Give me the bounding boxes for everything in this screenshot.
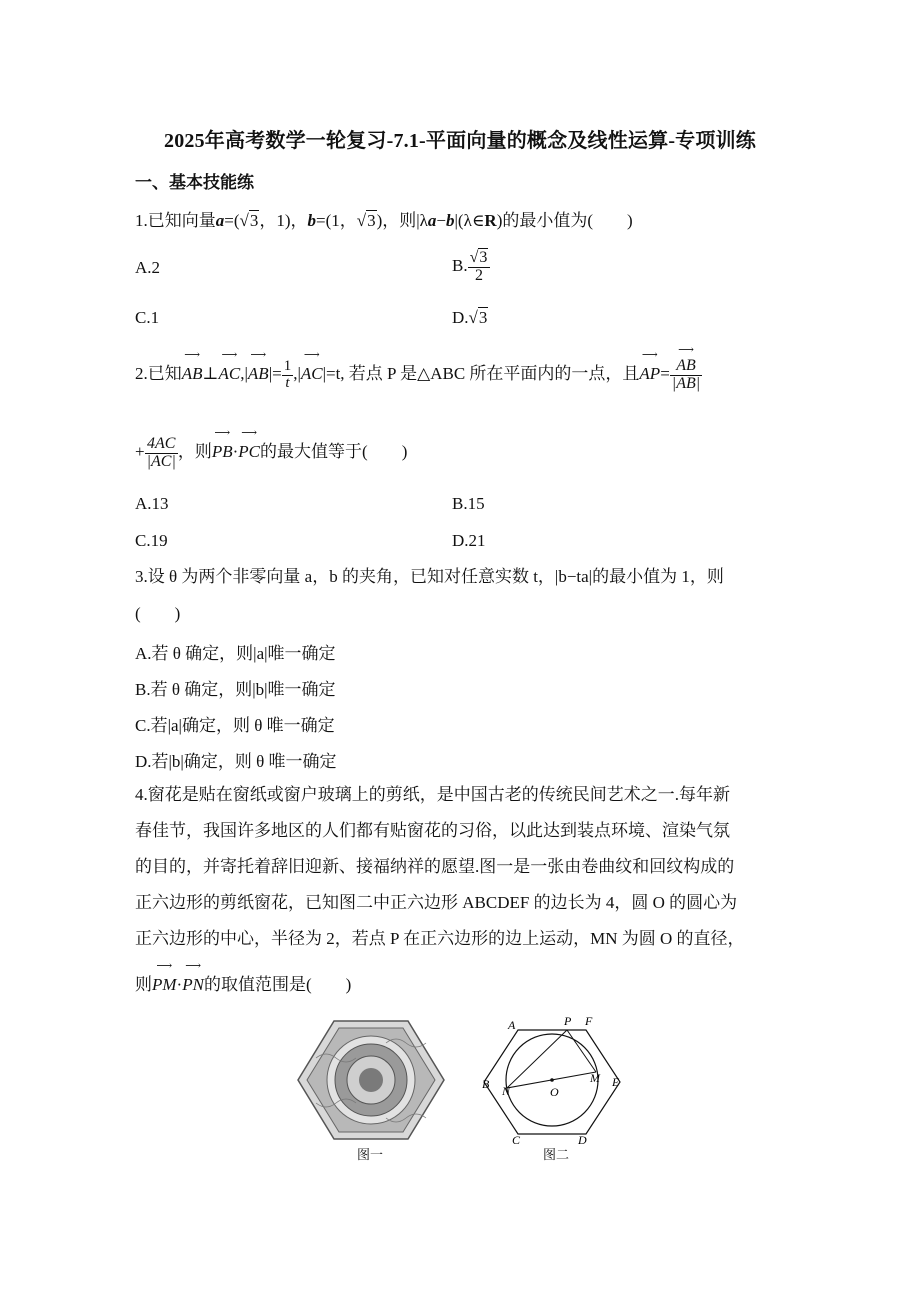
figure-2-caption: 图二 [543, 1147, 570, 1162]
question-3-option-a: A.若 θ 确定，则|a|唯一确定 [135, 644, 336, 663]
question-3-option-d: D.若|b|确定，则 θ 唯一确定 [135, 752, 337, 771]
label-f: F [585, 1014, 593, 1028]
question-2-option-b: B.15 [452, 494, 485, 513]
question-1-option-d: D.√3 [452, 308, 488, 327]
label-a: A [508, 1018, 516, 1032]
question-1-option-b: B. $\frac{√3}{2}$ [452, 250, 490, 285]
page-title: 2025年高考数学一轮复习-7.1-平面向量的概念及线性运算-专项训练 [164, 130, 756, 152]
question-2-option-c: C.19 [135, 531, 168, 550]
question-4-line-1: 4.窗花是贴在窗纸或窗户玻璃上的剪纸，是中国古老的传统民间艺术之一.每年新 [135, 785, 730, 804]
label-e: E [612, 1075, 620, 1089]
label-b: B [482, 1077, 490, 1091]
question-3-option-c: C.若|a|确定，则 θ 唯一确定 [135, 716, 335, 735]
label-m: M [590, 1071, 600, 1085]
question-2-option-d: D.21 [452, 531, 486, 550]
question-2-stem-line2: + $\frac{4AC}{|AC|}$ ，则⟶ PB·⟶ PC的最大值等于( ) [135, 436, 407, 471]
question-4-line-4: 正六边形的剪纸窗花，已知图二中正六边形 ABCDEF 的边长为 4，圆 O 的圆心为 [135, 893, 738, 912]
question-4-line-5: 正六边形的中心，半径为 2，若点 P 在正六边形的边上运动，MN 为圆 O 的直径， [135, 929, 745, 948]
figure-2-diagram [478, 1014, 628, 1146]
label-c: C [512, 1133, 521, 1146]
question-1-option-a: A.2 [135, 258, 161, 277]
question-2-option-a: A.13 [135, 494, 169, 513]
figure-1-paper-cut [296, 1018, 446, 1143]
question-1-option-c: C.1 [135, 308, 160, 327]
question-3-option-b: B.若 θ 确定，则|b|唯一确定 [135, 680, 336, 699]
figure-1-caption: 图一 [357, 1147, 384, 1162]
question-2-stem-line1: 2.已知⟶ AB⊥⟶ AC,|⟶ AB|= $\frac{1}{t}$ ,|⟶ AC|=t, 若点 P 是△ABC 所在平面内的一点，且⟶ AP= ⟶ $\frac{AB}{|AB|}$ [135, 358, 702, 393]
question-3-stem-line2: ( ) [135, 604, 181, 623]
question-4-line-2: 春佳节，我国许多地区的人们都有贴窗花的习俗，以此达到装点环境、渲染气氛 [135, 821, 730, 840]
section-heading: 一、基本技能练 [135, 173, 254, 192]
label-n: N [502, 1084, 511, 1098]
label-p: P [564, 1014, 572, 1028]
label-d: D [578, 1133, 587, 1146]
label-o: O [550, 1085, 559, 1099]
question-1-stem: 1.已知向量a=(√3，1)，b=(1，√3)，则|λa−b|(λ∈R)的最小值为( ) [135, 211, 633, 230]
question-3-stem-line1: 3.设 θ 为两个非零向量 a，b 的夹角，已知对任意实数 t，|b−ta|的最小值为 1，则 [135, 567, 724, 586]
question-4-line-6: 则⟶ PM·⟶ PN的取值范围是( ) [135, 974, 351, 996]
question-4-line-3: 的目的，并寄托着辞旧迎新、接福纳祥的愿望.图一是一张由卷曲纹和回纹构成的 [135, 857, 735, 876]
